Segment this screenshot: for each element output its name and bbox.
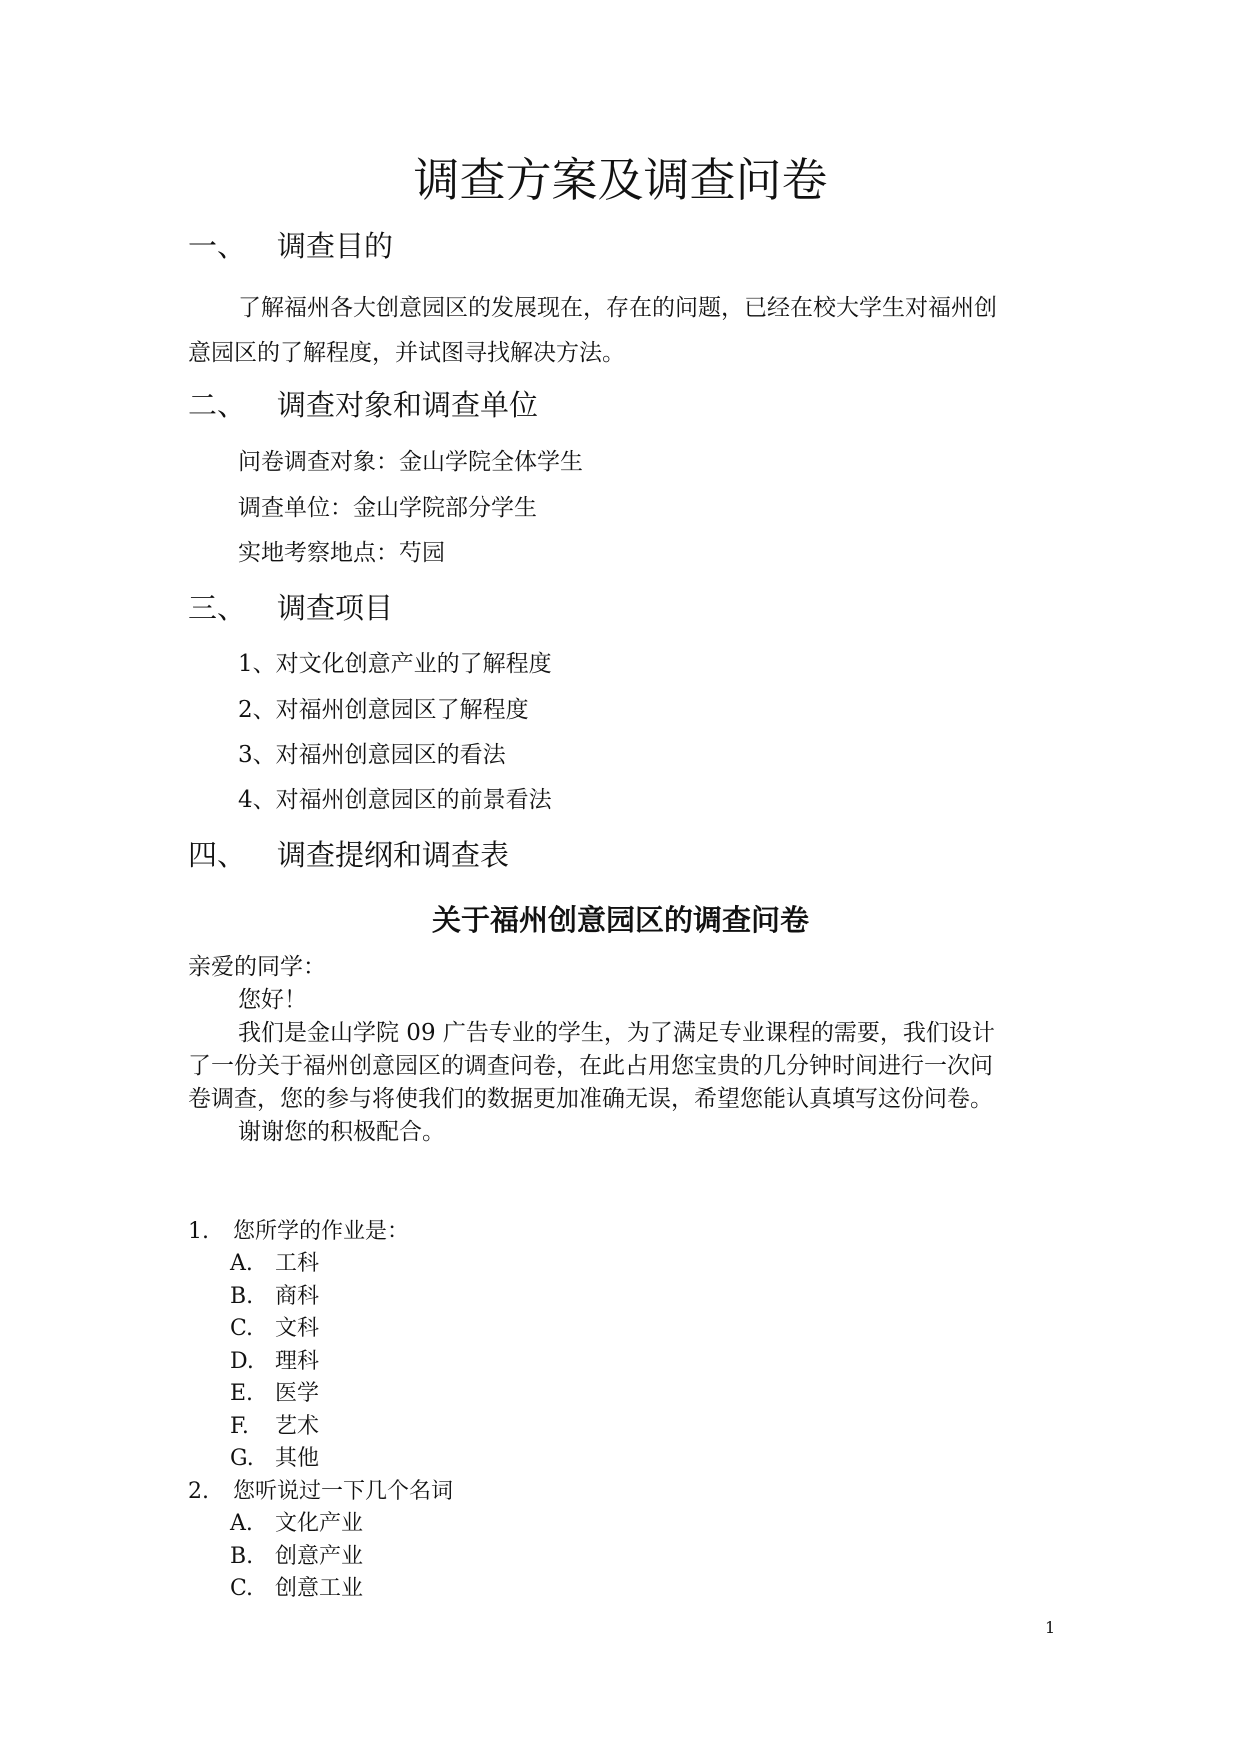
project-item: 3、对福州创意园区的看法	[238, 742, 506, 768]
section-number: 二、	[188, 388, 247, 422]
target-line: 问卷调查对象：金山学院全体学生	[238, 449, 583, 475]
option-letter: C.	[230, 1316, 254, 1341]
greeting: 您好！	[238, 987, 307, 1013]
option[interactable]	[230, 1574, 530, 1604]
section-title: 调查目的	[277, 229, 394, 263]
section-heading	[188, 588, 788, 628]
paragraph-line: 了解福州各大创意园区的发展现在，存在的问题，已经在校大学生对福州创	[238, 295, 997, 321]
project-item: 1、对文化创意产业的了解程度	[238, 651, 552, 677]
paragraph-line: 意园区的了解程度，并试图寻找解决方法。	[188, 340, 625, 366]
page-title: 调查方案及调查问卷	[413, 153, 828, 207]
section-title: 调查提纲和调查表	[277, 838, 510, 872]
question-number: 1.	[188, 1219, 209, 1244]
option-text: 商科	[275, 1284, 320, 1309]
option-text: 文化产业	[275, 1511, 364, 1536]
question-text: 您所学的作业是：	[233, 1219, 410, 1244]
option-text: 艺术	[275, 1414, 320, 1439]
option[interactable]	[230, 1249, 530, 1279]
question-number: 2.	[188, 1479, 209, 1504]
option-text: 创意产业	[275, 1544, 364, 1569]
target-line: 实地考察地点：芍园	[238, 540, 445, 566]
question	[188, 1217, 788, 1247]
section-title: 调查对象和调查单位	[277, 388, 539, 422]
option-letter: A.	[230, 1251, 253, 1276]
option[interactable]	[230, 1444, 530, 1474]
option-letter: E.	[230, 1381, 254, 1406]
intro-line: 卷调查，您的参与将使我们的数据更加准确无误，希望您能认真填写这份问卷。	[188, 1086, 993, 1112]
section-heading	[188, 226, 788, 266]
option-text: 工科	[275, 1251, 320, 1276]
option-letter: G.	[230, 1446, 254, 1471]
salutation: 亲爱的同学：	[188, 954, 326, 980]
option[interactable]	[230, 1282, 530, 1312]
option-letter: B.	[230, 1544, 254, 1569]
option-text: 理科	[275, 1349, 320, 1374]
target-line: 调查单位：金山学院部分学生	[238, 495, 537, 521]
option[interactable]	[230, 1314, 530, 1344]
section-title: 调查项目	[277, 591, 394, 625]
option-text: 创意工业	[275, 1576, 364, 1601]
section-number: 一、	[188, 229, 247, 263]
question-text: 您听说过一下几个名词	[233, 1479, 454, 1504]
option[interactable]	[230, 1509, 530, 1539]
option-text: 医学	[275, 1381, 320, 1406]
section-number: 四、	[188, 838, 247, 872]
option-text: 其他	[275, 1446, 320, 1471]
option-letter: B.	[230, 1284, 254, 1309]
option[interactable]	[230, 1542, 530, 1572]
option-letter: D.	[230, 1349, 254, 1374]
option-letter: C.	[230, 1576, 254, 1601]
project-item: 2、对福州创意园区了解程度	[238, 697, 529, 723]
option[interactable]	[230, 1412, 530, 1442]
intro-line: 了一份关于福州创意园区的调查问卷，在此占用您宝贵的几分钟时间进行一次问	[188, 1053, 993, 1079]
intro-line: 我们是金山学院 09 广告专业的学生，为了满足专业课程的需要，我们设计	[238, 1020, 995, 1046]
thanks: 谢谢您的积极配合。	[238, 1119, 445, 1145]
project-item: 4、对福州创意园区的前景看法	[238, 787, 552, 813]
option-letter: A.	[230, 1511, 253, 1536]
section-heading	[188, 835, 788, 875]
option[interactable]	[230, 1347, 530, 1377]
option-letter: F.	[230, 1414, 249, 1439]
option[interactable]	[230, 1379, 530, 1409]
question	[188, 1477, 788, 1507]
option-text: 文科	[275, 1316, 320, 1341]
section-heading	[188, 385, 788, 425]
survey-title: 关于福州创意园区的调查问卷	[431, 903, 809, 937]
page-number: 1	[1045, 1618, 1056, 1637]
section-number: 三、	[188, 591, 247, 625]
